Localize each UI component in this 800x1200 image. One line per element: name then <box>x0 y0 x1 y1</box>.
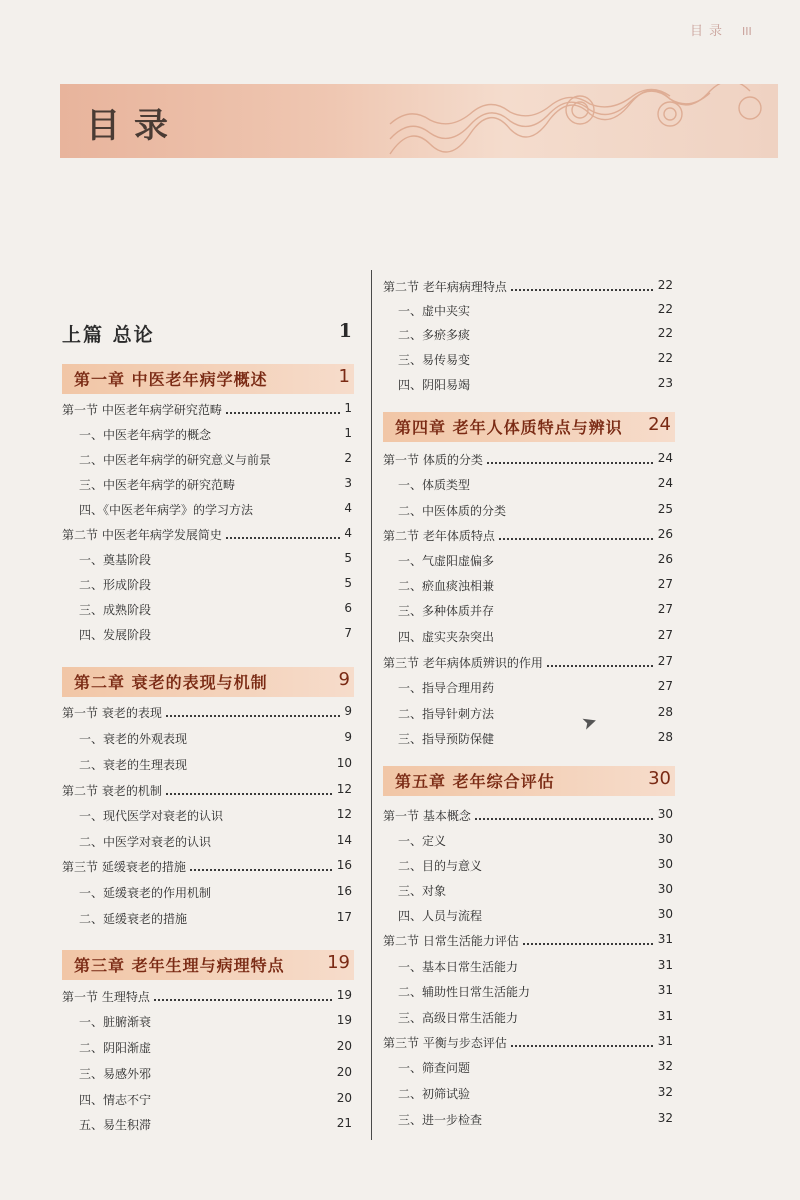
entry-text: 四、人员与流程 <box>398 907 486 924</box>
chapter-title: 第一章 中医老年病学概述 <box>74 370 268 389</box>
entry-text: 二、中医体质的分类 <box>398 502 510 519</box>
toc-entry[interactable] <box>383 278 673 298</box>
toc-entry[interactable] <box>398 602 673 622</box>
entry-text: 三、中医老年病学的研究范畴 <box>79 476 239 493</box>
toc-entry[interactable] <box>398 857 673 877</box>
entry-text: 三、易传易变 <box>398 351 474 368</box>
toc-entry[interactable] <box>398 1085 673 1105</box>
running-header <box>690 20 752 39</box>
toc-entry[interactable] <box>79 476 352 496</box>
entry-text: 四、《中医老年病学》的学习方法 <box>79 501 257 518</box>
entry-text: 四、情志不宁 <box>79 1091 155 1108</box>
entry-page: 31 <box>654 932 673 946</box>
chapter-page: 9 <box>338 669 350 690</box>
entry-text: 第一节 生理特点 <box>62 988 154 1005</box>
toc-entry[interactable] <box>398 730 673 750</box>
entry-text: 一、体质类型 <box>398 476 474 493</box>
toc-banner <box>60 84 778 158</box>
toc-entry[interactable] <box>79 1013 352 1033</box>
entry-page: 7 <box>340 626 352 640</box>
entry-text: 一、现代医学对衰老的认识 <box>79 807 227 824</box>
toc-entry[interactable] <box>62 988 352 1008</box>
entry-text: 二、目的与意义 <box>398 857 486 874</box>
entry-page: 30 <box>654 807 673 821</box>
entry-text: 第一节 基本概念 <box>383 807 475 824</box>
entry-page: 19 <box>333 1013 352 1027</box>
toc-entry[interactable] <box>79 884 352 904</box>
entry-page: 23 <box>654 376 673 390</box>
toc-entry[interactable] <box>383 1034 673 1054</box>
entry-page: 32 <box>654 1111 673 1125</box>
entry-page: 19 <box>333 988 352 1002</box>
toc-title: 目录 <box>86 106 182 146</box>
entry-text: 三、高级日常生活能力 <box>398 1009 522 1026</box>
entry-page: 9 <box>340 704 352 718</box>
toc-entry[interactable] <box>398 351 673 371</box>
toc-entry[interactable] <box>398 907 673 927</box>
entry-text: 第三节 延缓衰老的措施 <box>62 858 190 875</box>
toc-entry[interactable] <box>62 858 352 878</box>
toc-entry[interactable] <box>79 1039 352 1059</box>
toc-entry[interactable] <box>383 807 673 827</box>
toc-entry[interactable] <box>398 983 673 1003</box>
entry-text: 第一节 中医老年病学研究范畴 <box>62 401 226 418</box>
entry-text: 第一节 衰老的表现 <box>62 704 166 721</box>
entry-text: 二、辅助性日常生活能力 <box>398 983 534 1000</box>
entry-text: 第二节 中医老年病学发展简史 <box>62 526 226 543</box>
toc-entry[interactable] <box>398 476 673 496</box>
entry-text: 一、定义 <box>398 832 450 849</box>
entry-text: 一、气虚阳虚偏多 <box>398 552 498 569</box>
entry-page: 22 <box>654 302 673 316</box>
toc-entry[interactable] <box>398 882 673 902</box>
chapter-title: 第四章 老年人体质特点与辨识 <box>395 418 623 437</box>
entry-text: 二、多瘀多痰 <box>398 326 474 343</box>
entry-text: 第二节 老年体质特点 <box>383 527 499 544</box>
chapter-heading[interactable] <box>62 950 354 980</box>
entry-page: 30 <box>654 857 673 871</box>
toc-entry[interactable] <box>398 552 673 572</box>
entry-page: 24 <box>654 476 673 490</box>
entry-page: 25 <box>654 502 673 516</box>
entry-text: 二、初筛试验 <box>398 1085 474 1102</box>
chapter-title: 第二章 衰老的表现与机制 <box>74 673 268 692</box>
toc-entry[interactable] <box>62 782 352 802</box>
entry-text: 一、指导合理用药 <box>398 679 498 696</box>
toc-entry[interactable] <box>398 376 673 396</box>
chapter-heading[interactable] <box>62 667 354 697</box>
toc-entry[interactable] <box>383 451 673 471</box>
toc-entry[interactable] <box>383 932 673 952</box>
entry-page: 20 <box>333 1039 352 1053</box>
entry-page: 30 <box>654 907 673 921</box>
toc-entry[interactable] <box>398 1111 673 1131</box>
part-title: 上篇 总论 <box>62 324 155 346</box>
toc-entry[interactable] <box>79 451 352 471</box>
entry-text: 一、衰老的外观表现 <box>79 730 191 747</box>
entry-page: 12 <box>333 782 352 796</box>
entry-text: 第二节 老年病病理特点 <box>383 278 511 295</box>
entry-text: 二、形成阶段 <box>79 576 155 593</box>
entry-page: 14 <box>333 833 352 847</box>
entry-page: 27 <box>654 577 673 591</box>
toc-entry[interactable] <box>398 832 673 852</box>
entry-page: 28 <box>654 730 673 744</box>
toc-entry[interactable] <box>79 807 352 827</box>
toc-entry[interactable] <box>398 705 673 725</box>
toc-entry[interactable] <box>62 401 352 421</box>
chapter-heading[interactable] <box>383 412 675 442</box>
entry-text: 第一节 体质的分类 <box>383 451 487 468</box>
entry-page: 32 <box>654 1085 673 1099</box>
toc-entry[interactable] <box>398 577 673 597</box>
column-divider <box>371 270 372 1140</box>
entry-page: 26 <box>654 552 673 566</box>
toc-entry[interactable] <box>398 679 673 699</box>
toc-entry[interactable] <box>383 654 673 674</box>
entry-page: 20 <box>333 1065 352 1079</box>
entry-text: 三、成熟阶段 <box>79 601 155 618</box>
mouse-pointer-icon: ➤ <box>579 710 600 735</box>
entry-text: 三、易感外邪 <box>79 1065 155 1082</box>
entry-text: 一、脏腑渐衰 <box>79 1013 155 1030</box>
entry-page: 32 <box>654 1059 673 1073</box>
part-heading[interactable] <box>62 320 352 348</box>
toc-entry[interactable] <box>62 704 352 724</box>
entry-page: 24 <box>654 451 673 465</box>
entry-page: 4 <box>340 526 352 540</box>
entry-page: 27 <box>654 602 673 616</box>
entry-page: 3 <box>340 476 352 490</box>
entry-text: 三、指导预防保健 <box>398 730 498 747</box>
entry-page: 5 <box>340 551 352 565</box>
entry-text: 二、延缓衰老的措施 <box>79 910 191 927</box>
entry-text: 第三节 平衡与步态评估 <box>383 1034 511 1051</box>
entry-page: 22 <box>654 278 673 292</box>
entry-text: 一、基本日常生活能力 <box>398 958 522 975</box>
entry-page: 27 <box>654 628 673 642</box>
entry-page: 5 <box>340 576 352 590</box>
entry-page: 22 <box>654 351 673 365</box>
chapter-page: 1 <box>338 366 350 387</box>
entry-text: 一、虚中夹实 <box>398 302 474 319</box>
toc-entry[interactable] <box>79 601 352 621</box>
chapter-title: 第五章 老年综合评估 <box>395 772 555 791</box>
entry-page: 21 <box>333 1116 352 1130</box>
entry-page: 4 <box>340 501 352 515</box>
entry-page: 31 <box>654 958 673 972</box>
entry-page: 1 <box>340 401 352 415</box>
toc-entry[interactable] <box>79 910 352 930</box>
entry-text: 四、发展阶段 <box>79 626 155 643</box>
entry-page: 31 <box>654 1009 673 1023</box>
entry-page: 31 <box>654 1034 673 1048</box>
entry-page: 22 <box>654 326 673 340</box>
entry-text: 二、衰老的生理表现 <box>79 756 191 773</box>
toc-entry[interactable] <box>79 1116 352 1136</box>
toc-entry[interactable] <box>79 1065 352 1085</box>
entry-text: 四、阴阳易竭 <box>398 376 474 393</box>
toc-entry[interactable] <box>79 501 352 521</box>
entry-text: 二、中医学对衰老的认识 <box>79 833 215 850</box>
chapter-heading[interactable] <box>62 364 354 394</box>
toc-entry[interactable] <box>79 756 352 776</box>
toc-entry[interactable] <box>79 730 352 750</box>
entry-text: 第二节 衰老的机制 <box>62 782 166 799</box>
toc-entry[interactable] <box>398 1009 673 1029</box>
toc-entry[interactable] <box>398 502 673 522</box>
entry-page: 16 <box>333 858 352 872</box>
entry-text: 一、奠基阶段 <box>79 551 155 568</box>
toc-entry[interactable] <box>79 1091 352 1111</box>
toc-entry[interactable] <box>398 628 673 648</box>
part-page: 1 <box>338 320 352 342</box>
running-header-page: III <box>742 25 752 38</box>
entry-page: 30 <box>654 832 673 846</box>
entry-page: 16 <box>333 884 352 898</box>
entry-text: 一、筛查问题 <box>398 1059 474 1076</box>
chapter-page: 30 <box>648 768 671 789</box>
toc-entry[interactable] <box>79 626 352 646</box>
toc-entry[interactable] <box>79 833 352 853</box>
entry-text: 二、瘀血痰浊相兼 <box>398 577 498 594</box>
entry-text: 四、虚实夹杂突出 <box>398 628 498 645</box>
entry-text: 一、延缓衰老的作用机制 <box>79 884 215 901</box>
entry-text: 三、多种体质并存 <box>398 602 498 619</box>
toc-entry[interactable] <box>398 326 673 346</box>
running-header-title: 目录 <box>690 24 729 39</box>
chapter-heading[interactable] <box>383 766 675 796</box>
entry-text: 一、中医老年病学的概念 <box>79 426 215 443</box>
entry-text: 五、易生积滞 <box>79 1116 155 1133</box>
entry-text: 第三节 老年病体质辨识的作用 <box>383 654 547 671</box>
chapter-page: 24 <box>648 414 671 435</box>
entry-page: 27 <box>654 654 673 668</box>
toc-entry[interactable] <box>79 551 352 571</box>
entry-text: 二、中医老年病学的研究意义与前景 <box>79 451 275 468</box>
entry-page: 28 <box>654 705 673 719</box>
toc-entry[interactable] <box>383 527 673 547</box>
toc-entry[interactable] <box>62 526 352 546</box>
entry-page: 12 <box>333 807 352 821</box>
toc-entry[interactable] <box>79 426 352 446</box>
entry-text: 二、指导针刺方法 <box>398 705 498 722</box>
chapter-page: 19 <box>327 952 350 973</box>
entry-text: 三、进一步检查 <box>398 1111 486 1128</box>
entry-page: 31 <box>654 983 673 997</box>
entry-page: 17 <box>333 910 352 924</box>
entry-page: 27 <box>654 679 673 693</box>
entry-page: 10 <box>333 756 352 770</box>
entry-page: 30 <box>654 882 673 896</box>
entry-page: 9 <box>340 730 352 744</box>
entry-text: 第二节 日常生活能力评估 <box>383 932 523 949</box>
chapter-title: 第三章 老年生理与病理特点 <box>74 956 285 975</box>
toc-entry[interactable] <box>79 576 352 596</box>
entry-text: 二、阴阳渐虚 <box>79 1039 155 1056</box>
entry-text: 三、对象 <box>398 882 450 899</box>
entry-page: 2 <box>340 451 352 465</box>
toc-entry[interactable] <box>398 302 673 322</box>
entry-page: 1 <box>340 426 352 440</box>
toc-entry[interactable] <box>398 1059 673 1079</box>
entry-page: 6 <box>340 601 352 615</box>
toc-entry[interactable] <box>398 958 673 978</box>
entry-page: 26 <box>654 527 673 541</box>
entry-page: 20 <box>333 1091 352 1105</box>
